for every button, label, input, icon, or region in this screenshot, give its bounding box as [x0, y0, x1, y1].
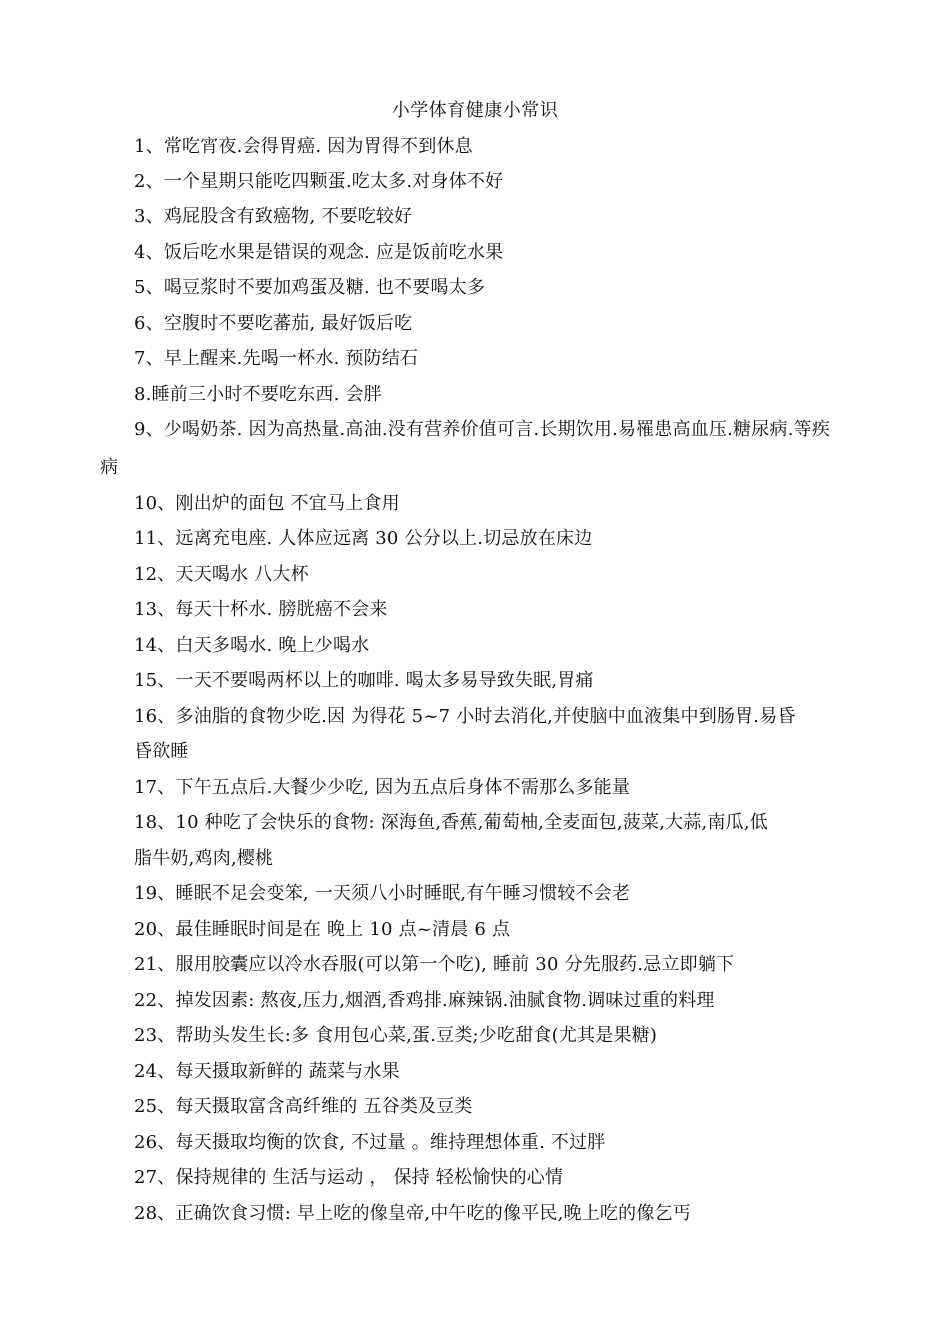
tip-line-17: 17、下午五点后.大餐少少吃, 因为五点后身体不需那么多能量 [134, 777, 631, 798]
tip-line-9: 9、少喝奶茶. 因为高热量.高油.没有营养价值可言.长期饮用.易罹患高血压.糖尿病.等疾 [134, 419, 831, 440]
tip-line-4: 4、饭后吃水果是错误的观念. 应是饭前吃水果 [134, 242, 504, 263]
tip-line-16: 16、多油脂的食物少吃.因 为得花 5~7 小时去消化,并使脑中血液集中到肠胃.易昏 [134, 706, 796, 727]
tip-line-11: 11、远离充电座. 人体应远离 30 公分以上.切忌放在床边 [134, 528, 593, 549]
tip-line-10: 10、刚出炉的面包 不宜马上食用 [134, 493, 400, 514]
tip-line-18-continued: 脂牛奶,鸡肉,樱桃 [134, 848, 274, 869]
tip-line-12: 12、天天喝水 八大杯 [134, 564, 309, 585]
tip-line-9-continued: 病 [100, 457, 119, 478]
tip-line-1: 1、常吃宵夜.会得胃癌. 因为胃得不到休息 [134, 136, 473, 157]
tip-line-13: 13、每天十杯水. 膀胱癌不会来 [134, 599, 388, 620]
tip-line-25: 25、每天摄取富含高纤维的 五谷类及豆类 [134, 1096, 473, 1117]
tip-line-28: 28、正确饮食习惯: 早上吃的像皇帝,中午吃的像平民,晚上吃的像乞丐 [134, 1203, 691, 1224]
tip-line-15: 15、一天不要喝两杯以上的咖啡. 喝太多易导致失眠,胃痛 [134, 670, 594, 691]
tip-line-6: 6、空腹时不要吃蕃茄, 最好饭后吃 [134, 313, 413, 334]
tip-line-22: 22、掉发因素: 熬夜,压力,烟酒,香鸡排.麻辣锅.油腻食物.调味过重的料理 [134, 990, 715, 1011]
tip-line-20: 20、最佳睡眠时间是在 晚上 10 点~清晨 6 点 [134, 919, 511, 940]
tip-line-3: 3、鸡屁股含有致癌物, 不要吃较好 [134, 206, 413, 227]
tip-line-7: 7、早上醒来.先喝一杯水. 预防结石 [134, 348, 419, 369]
document-title: 小学体育健康小常识 [391, 100, 559, 121]
tip-line-5: 5、喝豆浆时不要加鸡蛋及糖. 也不要喝太多 [134, 277, 486, 298]
tip-line-27: 27、保持规律的 生活与运动 ， 保持 轻松愉快的心情 [134, 1167, 564, 1188]
tip-line-18: 18、10 种吃了会快乐的食物: 深海鱼,香蕉,葡萄柚,全麦面包,菠菜,大蒜,南瓜,低 [134, 812, 768, 833]
tip-line-23: 23、帮助头发生长:多 食用包心菜,蛋.豆类;少吃甜食(尤其是果糖) [134, 1025, 658, 1046]
tip-line-24: 24、每天摄取新鲜的 蔬菜与水果 [134, 1061, 400, 1082]
tip-line-19: 19、睡眠不足会变笨, 一天须八小时睡眠,有午睡习惯较不会老 [134, 883, 631, 904]
tip-line-16-continued: 昏欲睡 [134, 741, 189, 762]
tip-line-26: 26、每天摄取均衡的饮食, 不过量 。维持理想体重. 不过胖 [134, 1132, 606, 1153]
tip-line-8: 8.睡前三小时不要吃东西. 会胖 [134, 384, 382, 405]
tip-line-2: 2、一个星期只能吃四颗蛋.吃太多.对身体不好 [134, 171, 504, 192]
tip-line-14: 14、白天多喝水. 晚上少喝水 [134, 635, 370, 656]
tip-line-21: 21、服用胶囊应以冷水吞服(可以第一个吃), 睡前 30 分先服药.忌立即躺下 [134, 954, 735, 975]
